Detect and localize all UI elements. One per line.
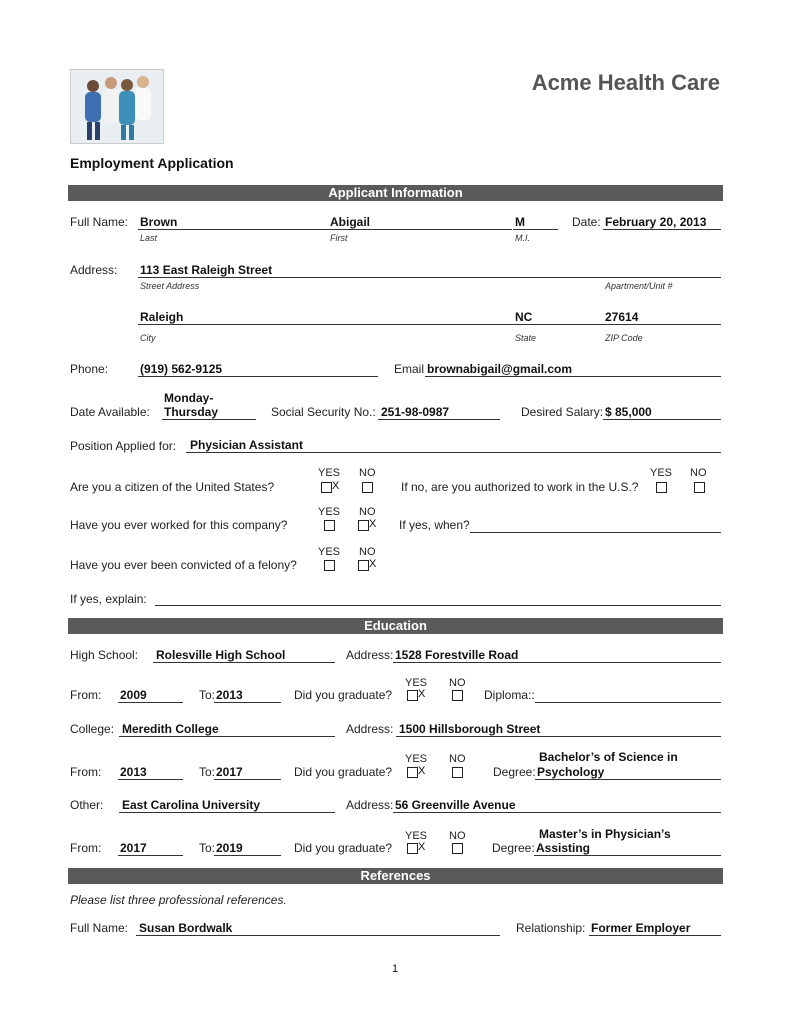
other-yes-mark: X — [418, 841, 426, 853]
relationship-line — [589, 935, 721, 936]
hs-from-value[interactable]: 2009 — [120, 688, 147, 702]
available-line — [162, 419, 256, 420]
other-yes-label: YES — [405, 830, 428, 842]
college-to-line — [214, 779, 281, 780]
position-label: Position Applied for: — [70, 439, 177, 453]
apt-sublabel: Apartment/Unit # — [605, 281, 673, 291]
college-yes-label: YES — [405, 753, 428, 765]
state-sublabel: State — [515, 333, 537, 343]
citizen-question: Are you a citizen of the United States? — [70, 480, 275, 494]
other-address-line — [393, 812, 721, 813]
other-address-label: Address: — [346, 798, 394, 812]
hs-to-line — [214, 702, 281, 703]
email-line — [425, 376, 721, 377]
hs-no-checkbox[interactable] — [452, 690, 463, 701]
hs-yes-label: YES — [405, 677, 428, 689]
mi-value[interactable]: M — [515, 215, 525, 229]
citizen-yes-checkbox[interactable] — [321, 482, 332, 493]
address-label: Address: — [70, 263, 118, 277]
phone-line — [138, 376, 378, 377]
felony-yes-checkbox[interactable] — [324, 560, 335, 571]
other-degree-line2[interactable]: Assisting — [536, 841, 591, 855]
hs-to-label: To: — [199, 688, 216, 702]
citizen-yes-label: YES — [318, 467, 341, 479]
available-line1[interactable]: Monday- — [164, 391, 214, 405]
first-name-line — [328, 229, 512, 230]
college-line — [119, 736, 335, 737]
page-number: 1 — [392, 963, 399, 975]
worked-yes-checkbox[interactable] — [324, 520, 335, 531]
salary-label: Desired Salary: — [521, 405, 604, 419]
hs-from-label: From: — [70, 688, 102, 702]
felony-question: Have you ever been convicted of a felony? — [70, 558, 297, 572]
college-address-value[interactable]: 1500 Hillsborough Street — [399, 722, 541, 736]
company-name: Acme Health Care — [531, 70, 720, 95]
relationship-label: Relationship: — [516, 921, 586, 935]
other-line — [119, 812, 335, 813]
form-title: Employment Application — [70, 155, 234, 171]
ssn-label: Social Security No.: — [271, 405, 376, 419]
authorized-no-checkbox[interactable] — [694, 482, 705, 493]
other-label: Other: — [70, 798, 104, 812]
hs-address-label: Address: — [346, 648, 394, 662]
college-degree-line2[interactable]: Psychology — [537, 765, 605, 779]
email-value[interactable]: brownabigail@gmail.com — [427, 362, 573, 376]
ssn-value[interactable]: 251-98-0987 — [381, 405, 450, 419]
diploma-label: Diploma:: — [484, 688, 535, 702]
college-to-label: To: — [199, 765, 216, 779]
position-value[interactable]: Physician Assistant — [190, 438, 303, 452]
felony-no-checkbox[interactable] — [358, 560, 369, 571]
other-to-value[interactable]: 2019 — [216, 841, 243, 855]
college-label: College: — [70, 722, 115, 736]
date-label: Date: — [572, 215, 601, 229]
street-line — [138, 277, 721, 278]
staff-photo — [70, 69, 164, 144]
other-value[interactable]: East Carolina University — [122, 798, 261, 812]
date-available-label: Date Available: — [70, 405, 150, 419]
other-to-line — [214, 855, 281, 856]
college-address-label: Address: — [346, 722, 394, 736]
hs-address-value[interactable]: 1528 Forestville Road — [395, 648, 519, 662]
felony-yes-label: YES — [318, 546, 341, 558]
diploma-line[interactable] — [535, 702, 721, 703]
city-sublabel: City — [140, 333, 156, 343]
full-name-label: Full Name: — [70, 215, 129, 229]
relationship-value[interactable]: Former Employer — [591, 921, 691, 935]
worked-yes-label: YES — [318, 506, 341, 518]
college-from-line — [118, 779, 183, 780]
email-label: Email — [394, 362, 425, 376]
other-from-label: From: — [70, 841, 102, 855]
college-graduate-question: Did you graduate? — [294, 765, 393, 779]
other-degree-label: Degree: — [492, 841, 535, 855]
authorized-yes-label: YES — [650, 467, 673, 479]
other-no-checkbox[interactable] — [452, 843, 463, 854]
when-line[interactable] — [470, 532, 721, 533]
other-from-value[interactable]: 2017 — [120, 841, 147, 855]
high-school-line — [153, 662, 335, 663]
street-value[interactable]: 113 East Raleigh Street — [140, 263, 273, 277]
city-line — [138, 324, 721, 325]
college-address-line — [396, 736, 721, 737]
authorized-no-label: NO — [690, 467, 707, 479]
high-school-value[interactable]: Rolesville High School — [156, 648, 286, 662]
hs-no-label: NO — [449, 677, 466, 689]
other-graduate-question: Did you graduate? — [294, 841, 393, 855]
college-from-label: From: — [70, 765, 102, 779]
college-from-value[interactable]: 2013 — [120, 765, 147, 779]
hs-to-value[interactable]: 2013 — [216, 688, 243, 702]
first-name-value[interactable]: Abigail — [330, 215, 371, 229]
authorized-question: If no, are you authorized to work in the U.S.? — [401, 480, 639, 494]
phone-value[interactable]: (919) 562-9125 — [140, 362, 223, 376]
last-name-line — [138, 229, 328, 230]
college-degree-line1[interactable]: Bachelor’s of Science in — [539, 750, 678, 764]
hs-yes-checkbox[interactable] — [407, 690, 418, 701]
other-from-line — [118, 855, 183, 856]
position-line — [186, 452, 721, 453]
salary-line — [603, 419, 721, 420]
citizen-yes-mark: X — [332, 480, 340, 492]
first-sublabel: First — [330, 233, 348, 243]
section-applicant-information: Applicant Information — [68, 185, 723, 201]
mi-sublabel: M.I. — [515, 233, 530, 243]
worked-no-label: NO — [359, 506, 376, 518]
street-sublabel: Street Address — [140, 281, 200, 291]
other-to-label: To: — [199, 841, 216, 855]
available-line2[interactable]: Thursday — [164, 405, 219, 419]
phone-label: Phone: — [70, 362, 109, 376]
worked-question: Have you ever worked for this company? — [70, 518, 288, 532]
salary-value[interactable]: $ 85,000 — [605, 405, 652, 419]
hs-graduate-question: Did you graduate? — [294, 688, 393, 702]
college-value[interactable]: Meredith College — [122, 722, 219, 736]
college-yes-checkbox[interactable] — [407, 767, 418, 778]
date-value[interactable]: February 20, 2013 — [605, 215, 707, 229]
zip-value[interactable]: 27614 — [605, 310, 639, 324]
other-yes-checkbox[interactable] — [407, 843, 418, 854]
other-address-value[interactable]: 56 Greenville Avenue — [395, 798, 516, 812]
college-degree-line — [535, 779, 721, 780]
explain-line[interactable] — [155, 605, 721, 606]
zip-sublabel: ZIP Code — [605, 333, 643, 343]
authorized-yes-checkbox[interactable] — [656, 482, 667, 493]
other-degree-line — [534, 855, 721, 856]
college-degree-label: Degree: — [493, 765, 536, 779]
other-degree-line1[interactable]: Master’s in Physician’s — [539, 827, 671, 841]
ref-name-value[interactable]: Susan Bordwalk — [139, 921, 233, 935]
college-yes-mark: X — [418, 765, 426, 777]
mi-line — [513, 229, 558, 230]
hs-from-line — [118, 702, 183, 703]
if-yes-when-label: If yes, when? — [399, 518, 470, 532]
felony-no-mark: X — [369, 558, 377, 570]
hs-yes-mark: X — [418, 688, 426, 700]
last-sublabel: Last — [140, 233, 158, 243]
college-no-checkbox[interactable] — [452, 767, 463, 778]
ref-name-line — [136, 935, 500, 936]
felony-no-label: NO — [359, 546, 376, 558]
ref-full-name-label: Full Name: — [70, 921, 129, 935]
section-education: Education — [68, 618, 723, 634]
other-no-label: NO — [449, 830, 466, 842]
citizen-no-label: NO — [359, 467, 376, 479]
ssn-line — [378, 419, 500, 420]
section-references: References — [68, 868, 723, 884]
high-school-label: High School: — [70, 648, 139, 662]
worked-no-mark: X — [369, 518, 377, 530]
last-name-value[interactable]: Brown — [140, 215, 178, 229]
college-to-value[interactable]: 2017 — [216, 765, 243, 779]
worked-no-checkbox[interactable] — [358, 520, 369, 531]
references-note: Please list three professional references. — [70, 893, 287, 907]
city-value[interactable]: Raleigh — [140, 310, 184, 324]
college-no-label: NO — [449, 753, 466, 765]
hs-address-line — [393, 662, 721, 663]
citizen-no-checkbox[interactable] — [362, 482, 373, 493]
explain-label: If yes, explain: — [70, 592, 147, 606]
date-line — [603, 229, 721, 230]
state-value[interactable]: NC — [515, 310, 533, 324]
